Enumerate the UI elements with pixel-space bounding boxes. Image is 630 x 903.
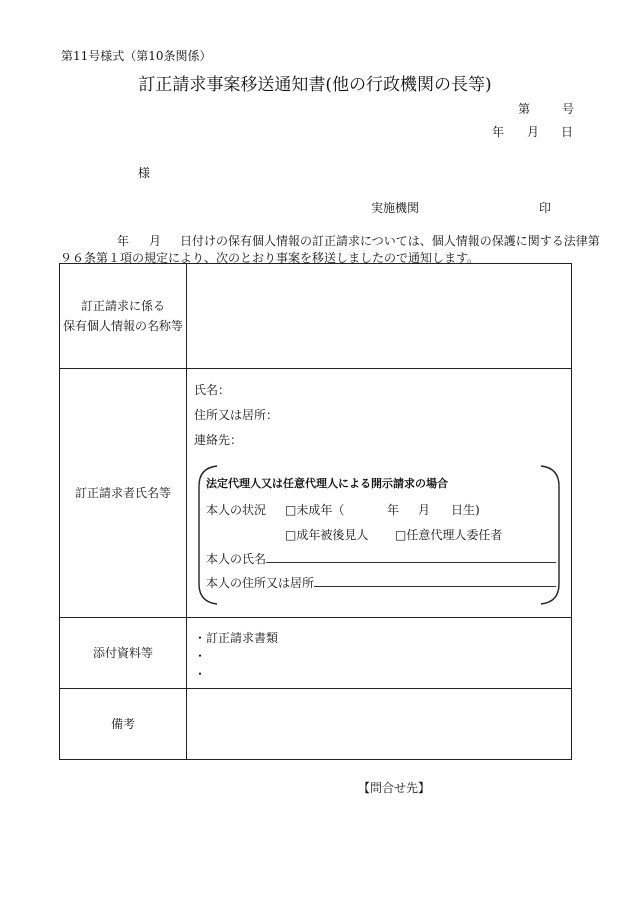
agency-label: 実施機関 bbox=[371, 201, 420, 215]
remarks-field[interactable] bbox=[187, 689, 572, 760]
info-name-label bbox=[60, 264, 187, 369]
minor-checkbox[interactable]: □未成年（ bbox=[285, 503, 345, 517]
principal-address-field[interactable] bbox=[206, 574, 556, 591]
notice-table bbox=[59, 263, 572, 760]
table-row-attachments bbox=[60, 618, 572, 689]
date-day-label: 日 bbox=[561, 125, 574, 139]
info-name-label-line2: 保有個人情報の名称等 bbox=[62, 319, 183, 333]
requester-label: 訂正請求者氏名等 bbox=[60, 369, 187, 618]
principal-address-underline bbox=[314, 574, 556, 587]
document-title: 訂正請求事案移送通知書(他の行政機関の長等) bbox=[138, 75, 492, 95]
proxy-box-title: 法定代理人又は任意代理人による開示請求の場合 bbox=[206, 477, 448, 490]
table-row-requester bbox=[60, 369, 572, 618]
adult-ward-checkbox[interactable]: □成年被後見人 bbox=[285, 528, 369, 542]
principal-address-label: 本人の住所又は居所 bbox=[206, 576, 315, 590]
table-row-info-name bbox=[60, 264, 572, 369]
date-year-label: 年 bbox=[492, 125, 505, 139]
addressee-suffix: 様 bbox=[138, 166, 151, 180]
minor-birth-day: 日生) bbox=[451, 503, 480, 517]
remarks-label: 備考 bbox=[60, 689, 187, 760]
delegate-checkbox[interactable]: □任意代理人委任者 bbox=[395, 528, 503, 542]
attachment-item[interactable]: ・ bbox=[194, 649, 207, 663]
doc-number-prefix: 第 bbox=[518, 102, 531, 116]
intro-month: 月 bbox=[149, 234, 162, 248]
table-row-remarks bbox=[60, 689, 572, 760]
intro-year: 年 bbox=[117, 234, 130, 248]
seal-mark: 印 bbox=[539, 201, 552, 215]
principal-name-underline bbox=[266, 550, 556, 563]
minor-birth-year: 年 bbox=[387, 503, 400, 517]
doc-number-suffix: 号 bbox=[562, 102, 575, 116]
principal-status-label: 本人の状況 bbox=[206, 503, 267, 517]
attachment-item[interactable]: ・ bbox=[194, 667, 207, 681]
attachments-label: 添付資料等 bbox=[60, 618, 187, 689]
form-number: 第11号様式（第10条関係） bbox=[61, 49, 212, 63]
date-month-label: 月 bbox=[527, 125, 540, 139]
principal-name-field[interactable] bbox=[206, 550, 556, 567]
proxy-request-box bbox=[195, 464, 563, 606]
intro-text-line2: ９６条第１項の規定により、次のとおり事案を移送しましたので通知します。 bbox=[60, 251, 480, 265]
minor-birth-month: 月 bbox=[418, 503, 431, 517]
contact-label: 【問合せ先】 bbox=[358, 781, 431, 795]
principal-name-label: 本人の氏名 bbox=[206, 552, 267, 566]
requester-name-field[interactable]: 氏名： bbox=[194, 383, 231, 397]
intro-text-line1: 日付けの保有個人情報の訂正請求については、個人情報の保護に関する法律第 bbox=[180, 234, 600, 248]
requester-address-field[interactable]: 住所又は居所： bbox=[194, 408, 279, 422]
info-name-field[interactable] bbox=[187, 264, 572, 369]
attachment-item[interactable]: ・訂正請求書類 bbox=[194, 631, 279, 645]
info-name-label-line1: 訂正請求に係る bbox=[80, 299, 165, 313]
attachments-cell bbox=[187, 618, 572, 689]
requester-cell bbox=[187, 369, 572, 618]
requester-contact-field[interactable]: 連絡先： bbox=[194, 433, 243, 447]
